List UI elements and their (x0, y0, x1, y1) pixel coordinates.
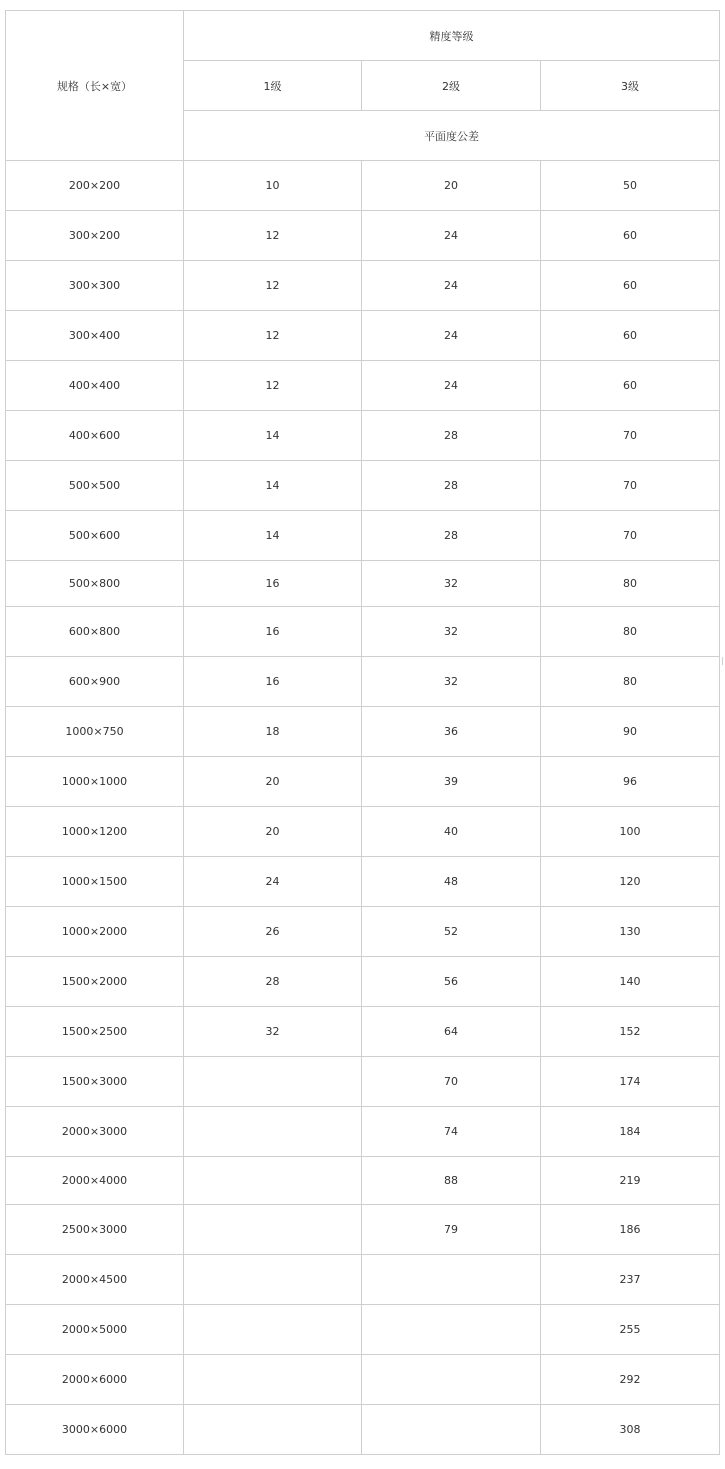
grade-1-cell (184, 1355, 362, 1405)
grade-2-cell: 56 (362, 957, 541, 1007)
spec-cell: 1000×1500 (6, 857, 184, 907)
grade-2-cell: 32 (362, 561, 541, 607)
table-row (6, 311, 720, 361)
spec-cell: 2000×4500 (6, 1255, 184, 1305)
table-row (6, 411, 720, 461)
spec-cell: 500×600 (6, 511, 184, 561)
table-row (6, 161, 720, 211)
grade-1-cell: 32 (184, 1007, 362, 1057)
grade-1-cell: 12 (184, 311, 362, 361)
grade-2-cell: 28 (362, 411, 541, 461)
grade-2-cell: 74 (362, 1107, 541, 1157)
grade-3-cell: 80 (541, 561, 720, 607)
grade-3-cell: 237 (541, 1255, 720, 1305)
grade-1-cell (184, 1405, 362, 1455)
table-row (6, 1255, 720, 1305)
table-row (6, 1007, 720, 1057)
grade-3-cell: 100 (541, 807, 720, 857)
grade-1-cell: 12 (184, 211, 362, 261)
spec-cell: 300×200 (6, 211, 184, 261)
grade-1-cell: 12 (184, 361, 362, 411)
grade-group-header: 精度等级 (184, 11, 720, 61)
tolerance-header: 平面度公差 (184, 111, 720, 161)
grade-3-cell: 292 (541, 1355, 720, 1405)
grade-3-cell: 80 (541, 657, 720, 707)
table-row (6, 857, 720, 907)
grade-3-cell: 152 (541, 1007, 720, 1057)
grade-3-cell: 60 (541, 261, 720, 311)
grade-1-cell (184, 1255, 362, 1305)
grade-3-cell: 60 (541, 311, 720, 361)
grade-3-cell: 60 (541, 361, 720, 411)
spec-cell: 200×200 (6, 161, 184, 211)
table-row (6, 757, 720, 807)
grade-1-cell: 16 (184, 561, 362, 607)
grade-3-cell: 70 (541, 411, 720, 461)
grade-1-cell (184, 1057, 362, 1107)
spec-cell: 400×400 (6, 361, 184, 411)
table-row (6, 907, 720, 957)
table-row (6, 1355, 720, 1405)
table-row (6, 261, 720, 311)
spec-cell: 1500×2000 (6, 957, 184, 1007)
table-row (6, 561, 720, 607)
grade-1-cell (184, 1305, 362, 1355)
spec-cell: 2000×4000 (6, 1157, 184, 1205)
spec-cell: 1500×3000 (6, 1057, 184, 1107)
grade-1-cell: 14 (184, 461, 362, 511)
table-row (6, 1305, 720, 1355)
grade-1-cell: 10 (184, 161, 362, 211)
grade-2-header: 2级 (362, 61, 541, 111)
spec-cell: 2000×6000 (6, 1355, 184, 1405)
grade-2-cell: 24 (362, 361, 541, 411)
grade-2-cell: 24 (362, 311, 541, 361)
grade-2-cell: 70 (362, 1057, 541, 1107)
spec-cell: 600×900 (6, 657, 184, 707)
table-header (6, 11, 720, 161)
grade-2-cell: 40 (362, 807, 541, 857)
spec-cell: 3000×6000 (6, 1405, 184, 1455)
spec-cell: 600×800 (6, 607, 184, 657)
table-row (6, 511, 720, 561)
grade-2-cell: 24 (362, 211, 541, 261)
grade-2-cell: 20 (362, 161, 541, 211)
grade-1-cell: 14 (184, 511, 362, 561)
table-row (6, 607, 720, 657)
grade-2-cell: 28 (362, 461, 541, 511)
tolerance-table-container (5, 10, 720, 1455)
grade-1-header: 1级 (184, 61, 362, 111)
spec-cell: 1000×1000 (6, 757, 184, 807)
spec-cell: 2000×3000 (6, 1107, 184, 1157)
grade-1-cell: 16 (184, 607, 362, 657)
grade-2-cell: 79 (362, 1205, 541, 1255)
grade-3-cell: 80 (541, 607, 720, 657)
grade-2-cell: 32 (362, 657, 541, 707)
grade-3-cell: 308 (541, 1405, 720, 1455)
grade-2-cell (362, 1405, 541, 1455)
grade-2-cell (362, 1255, 541, 1305)
table-row (6, 707, 720, 757)
spec-cell: 1500×2500 (6, 1007, 184, 1057)
grade-1-cell: 26 (184, 907, 362, 957)
grade-3-cell: 186 (541, 1205, 720, 1255)
grade-1-cell: 28 (184, 957, 362, 1007)
spec-cell: 300×300 (6, 261, 184, 311)
spec-cell: 400×600 (6, 411, 184, 461)
spec-cell: 1000×2000 (6, 907, 184, 957)
spec-column-header: 规格（长×宽） (6, 11, 184, 161)
grade-3-cell: 174 (541, 1057, 720, 1107)
grade-3-cell: 70 (541, 511, 720, 561)
table-row (6, 1405, 720, 1455)
grade-1-cell: 18 (184, 707, 362, 757)
grade-3-cell: 140 (541, 957, 720, 1007)
table-row (6, 1107, 720, 1157)
grade-2-cell: 48 (362, 857, 541, 907)
grade-3-cell: 184 (541, 1107, 720, 1157)
spec-cell: 500×500 (6, 461, 184, 511)
table-body (6, 161, 720, 1455)
table-row (6, 957, 720, 1007)
spec-cell: 300×400 (6, 311, 184, 361)
grade-2-cell: 52 (362, 907, 541, 957)
grade-1-cell: 16 (184, 657, 362, 707)
grade-1-cell: 12 (184, 261, 362, 311)
grade-2-cell: 36 (362, 707, 541, 757)
grade-3-cell: 50 (541, 161, 720, 211)
table-row (6, 657, 720, 707)
grade-2-cell: 24 (362, 261, 541, 311)
grade-2-cell: 28 (362, 511, 541, 561)
table-row (6, 1205, 720, 1255)
table-row (6, 461, 720, 511)
grade-2-cell: 64 (362, 1007, 541, 1057)
table-row (6, 211, 720, 261)
table-row (6, 361, 720, 411)
grade-3-cell: 219 (541, 1157, 720, 1205)
grade-3-cell: 90 (541, 707, 720, 757)
spec-cell: 2000×5000 (6, 1305, 184, 1355)
grade-1-cell: 24 (184, 857, 362, 907)
grade-3-cell: 70 (541, 461, 720, 511)
grade-3-cell: 96 (541, 757, 720, 807)
spec-cell: 1000×750 (6, 707, 184, 757)
grade-3-cell: 120 (541, 857, 720, 907)
spec-cell: 2500×3000 (6, 1205, 184, 1255)
grade-3-header: 3级 (541, 61, 720, 111)
spec-cell: 1000×1200 (6, 807, 184, 857)
table-row (6, 807, 720, 857)
grade-1-cell: 20 (184, 757, 362, 807)
spec-cell: 500×800 (6, 561, 184, 607)
grade-1-cell (184, 1157, 362, 1205)
grade-1-cell (184, 1205, 362, 1255)
grade-3-cell: 60 (541, 211, 720, 261)
grade-2-cell (362, 1355, 541, 1405)
grade-2-cell: 88 (362, 1157, 541, 1205)
grade-1-cell: 20 (184, 807, 362, 857)
table-row (6, 1057, 720, 1107)
grade-3-cell: 255 (541, 1305, 720, 1355)
grade-1-cell: 14 (184, 411, 362, 461)
grade-1-cell (184, 1107, 362, 1157)
flatness-tolerance-table (5, 10, 720, 1455)
grade-2-cell (362, 1305, 541, 1355)
table-row (6, 1157, 720, 1205)
grade-2-cell: 32 (362, 607, 541, 657)
grade-3-cell: 130 (541, 907, 720, 957)
grade-2-cell: 39 (362, 757, 541, 807)
